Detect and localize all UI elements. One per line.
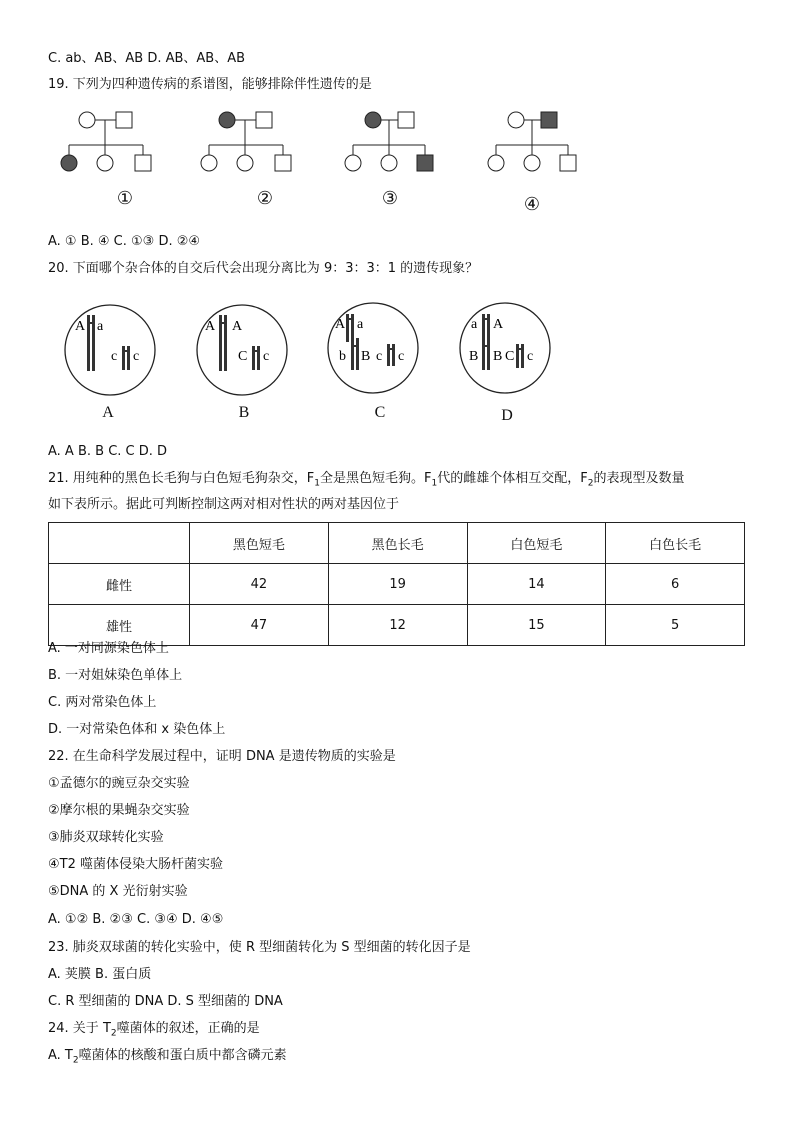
gene-d-4: B <box>493 349 503 364</box>
q24-stem-part-b: 噬菌体的叙述，正确的是 <box>116 1021 260 1036</box>
q22-options: A. ①② B. ②③ C. ③④ D. ④⑤ <box>48 912 224 927</box>
q18-options-tail: C. ab、AB、AB D. AB、AB、AB <box>48 51 246 66</box>
q21-stem-part-c: 代的雌雄个体相互交配，F <box>437 471 588 486</box>
cell-d-label: D <box>501 407 513 424</box>
gene-c-2: a <box>357 317 364 332</box>
pedigree-2-diagram <box>195 100 335 190</box>
gene-a-3: c <box>111 349 118 364</box>
cell-a <box>60 298 160 403</box>
gene-c-4: B <box>361 349 371 364</box>
pedigree-2-label: ② <box>256 188 274 209</box>
q23-options-1: A. 荚膜 B. 蛋白质 <box>48 967 152 982</box>
q21-option-c: C. 两对常染色体上 <box>48 695 157 710</box>
q20-options: A. A B. B C. C D. D <box>48 444 168 459</box>
table-header: 黑色长毛 <box>328 523 467 564</box>
gene-b-4: c <box>263 349 270 364</box>
cell-c <box>323 298 423 403</box>
pedigree-1 <box>55 100 195 220</box>
gene-d-2: A <box>493 317 504 332</box>
table-cell: 15 <box>467 605 606 646</box>
table-cell: 6 <box>606 564 745 605</box>
table-header-row <box>49 523 745 564</box>
gene-a-1: A <box>75 319 86 334</box>
q21-sub-2: 1 <box>431 478 438 489</box>
q21-stem-part-a: 21. 用纯种的黑色长毛狗与白色短毛狗杂交，F <box>48 471 315 486</box>
cell-b-diagram <box>190 298 290 398</box>
q24-option-a-sub: 2 <box>72 1055 79 1066</box>
gene-a-4: c <box>133 349 140 364</box>
table-header: 白色短毛 <box>467 523 606 564</box>
pedigree-3-diagram <box>335 100 475 190</box>
pedigree-1-label: ① <box>116 188 134 209</box>
pedigree-2 <box>195 100 335 220</box>
q22-item-3: ③肺炎双球转化实验 <box>48 830 164 845</box>
q21-stem-line2: 如下表所示。据此可判断控制这两对相对性状的两对基因位于 <box>48 497 400 512</box>
table-row <box>49 564 745 605</box>
q22-item-2: ②摩尔根的果蝇杂交实验 <box>48 803 190 818</box>
table-cell: 47 <box>190 605 329 646</box>
gene-c-5: c <box>376 349 383 364</box>
q21-option-a: A. 一对同源染色体上 <box>48 641 169 656</box>
gene-d-1: a <box>471 317 478 332</box>
q21-stem <box>48 470 684 493</box>
q24-stem <box>48 1020 260 1043</box>
cell-d <box>455 298 555 403</box>
cell-a-diagram <box>60 298 160 398</box>
pedigree-4 <box>478 100 618 220</box>
gene-d-6: c <box>527 349 534 364</box>
cell-a-label: A <box>102 404 114 421</box>
table-cell: 雄性 <box>49 605 190 646</box>
pedigree-4-diagram <box>478 100 618 190</box>
gene-d-3: B <box>469 349 479 364</box>
table-header: 黑色短毛 <box>190 523 329 564</box>
gene-d-5: C <box>505 349 515 364</box>
table-cell: 5 <box>606 605 745 646</box>
cell-b-label: B <box>238 404 250 421</box>
q22-item-5: ⑤DNA 的 X 光衍射实验 <box>48 884 188 899</box>
gene-b-2: A <box>232 319 243 334</box>
q22-item-1: ①孟德尔的豌豆杂交实验 <box>48 776 190 791</box>
pedigree-1-diagram <box>55 100 195 190</box>
pedigree-3-label: ③ <box>381 188 399 209</box>
q24-stem-part-a: 24. 关于 T <box>48 1021 111 1036</box>
pedigree-3 <box>335 100 475 220</box>
q19-stem: 19. 下列为四种遗传病的系谱图，能够排除伴性遗传的是 <box>48 77 372 92</box>
table-cell: 42 <box>190 564 329 605</box>
q22-item-4: ④T2 噬菌体侵染大肠杆菌实验 <box>48 857 223 872</box>
gene-b-1: A <box>205 319 216 334</box>
q21-stem-part-b: 全是黑色短毛狗。F <box>320 471 432 486</box>
table-header: 白色长毛 <box>606 523 745 564</box>
gene-c-3: b <box>339 349 346 364</box>
table-cell: 14 <box>467 564 606 605</box>
q22-stem: 22. 在生命科学发展过程中，证明 DNA 是遗传物质的实验是 <box>48 749 396 764</box>
q24-sub: 2 <box>110 1028 117 1039</box>
cell-b <box>190 298 290 403</box>
table-cell: 雌性 <box>49 564 190 605</box>
cell-d-diagram <box>455 298 555 398</box>
gene-b-3: C <box>238 349 248 364</box>
q24-option-a-part-a: A. T <box>48 1048 73 1063</box>
table-header <box>49 523 190 564</box>
q21-sub-3: 2 <box>587 478 594 489</box>
q21-option-d: D. 一对常染色体和 x 染色体上 <box>48 722 226 737</box>
gene-c-6: c <box>398 349 405 364</box>
cell-c-diagram <box>323 298 423 398</box>
q21-sub-1: 1 <box>314 478 321 489</box>
cell-c-label: C <box>374 404 386 421</box>
q23-stem: 23. 肺炎双球菌的转化实验中，使 R 型细菌转化为 S 型细菌的转化因子是 <box>48 940 471 955</box>
gene-a-2: a <box>97 319 104 334</box>
gene-c-1: A <box>335 317 346 332</box>
q24-option-a-part-b: 噬菌体的核酸和蛋白质中都含磷元素 <box>78 1048 287 1063</box>
q21-stem-part-d: 的表现型及数量 <box>593 471 685 486</box>
phenotype-table <box>48 522 745 646</box>
q20-stem: 20. 下面哪个杂合体的自交后代会出现分离比为 9：3：3：1 的遗传现象？ <box>48 261 479 276</box>
q21-option-b: B. 一对姐妹染色单体上 <box>48 668 183 683</box>
table-cell: 19 <box>328 564 467 605</box>
q24-option-a <box>48 1047 287 1070</box>
q23-options-2: C. R 型细菌的 DNA D. S 型细菌的 DNA <box>48 994 283 1009</box>
pedigree-4-label: ④ <box>523 194 541 215</box>
q19-options: A. ① B. ④ C. ①③ D. ②④ <box>48 234 201 249</box>
table-cell: 12 <box>328 605 467 646</box>
